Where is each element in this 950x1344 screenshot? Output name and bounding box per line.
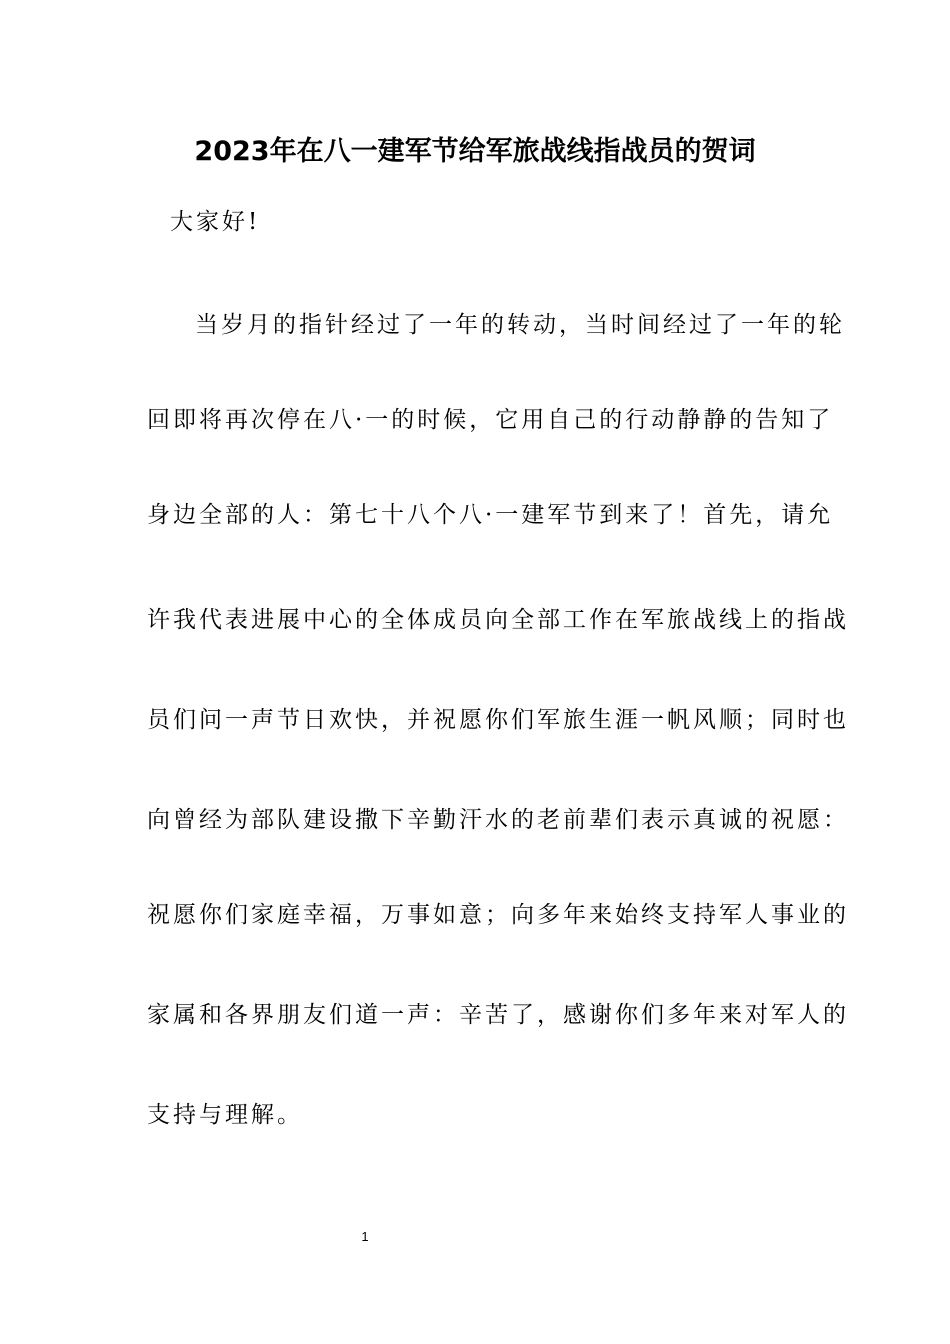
body-line: 支持与理解。 — [147, 1102, 303, 1128]
body-line: 许我代表进展中心的全体成员向全部工作在军旅战线上的指战 — [147, 607, 849, 633]
body-line: 祝愿你们家庭幸福，万事如意；向多年来始终支持军人事业的 — [147, 902, 849, 928]
greeting-line: 大家好! — [170, 209, 261, 235]
document-title: 2023年在八一建军节给军旅战线指战员的贺词 — [194, 136, 756, 167]
body-line: 当岁月的指针经过了一年的转动，当时间经过了一年的轮 — [195, 312, 845, 338]
body-line: 回即将再次停在八·一的时候，它用自己的行动静静的告知了 — [147, 407, 834, 433]
body-line: 家属和各界朋友们道一声：辛苦了，感谢你们多年来对军人的 — [147, 1002, 849, 1028]
body-line: 员们问一声节日欢快，并祝愿你们军旅生涯一帆风顺；同时也 — [147, 707, 849, 733]
page-number: 1 — [361, 1229, 369, 1244]
body-line: 向曾经为部队建设撒下辛勤汗水的老前辈们表示真诚的祝愿： — [147, 807, 849, 833]
body-line: 身边全部的人：第七十八个八·一建军节到来了！首先，请允 — [147, 502, 834, 528]
